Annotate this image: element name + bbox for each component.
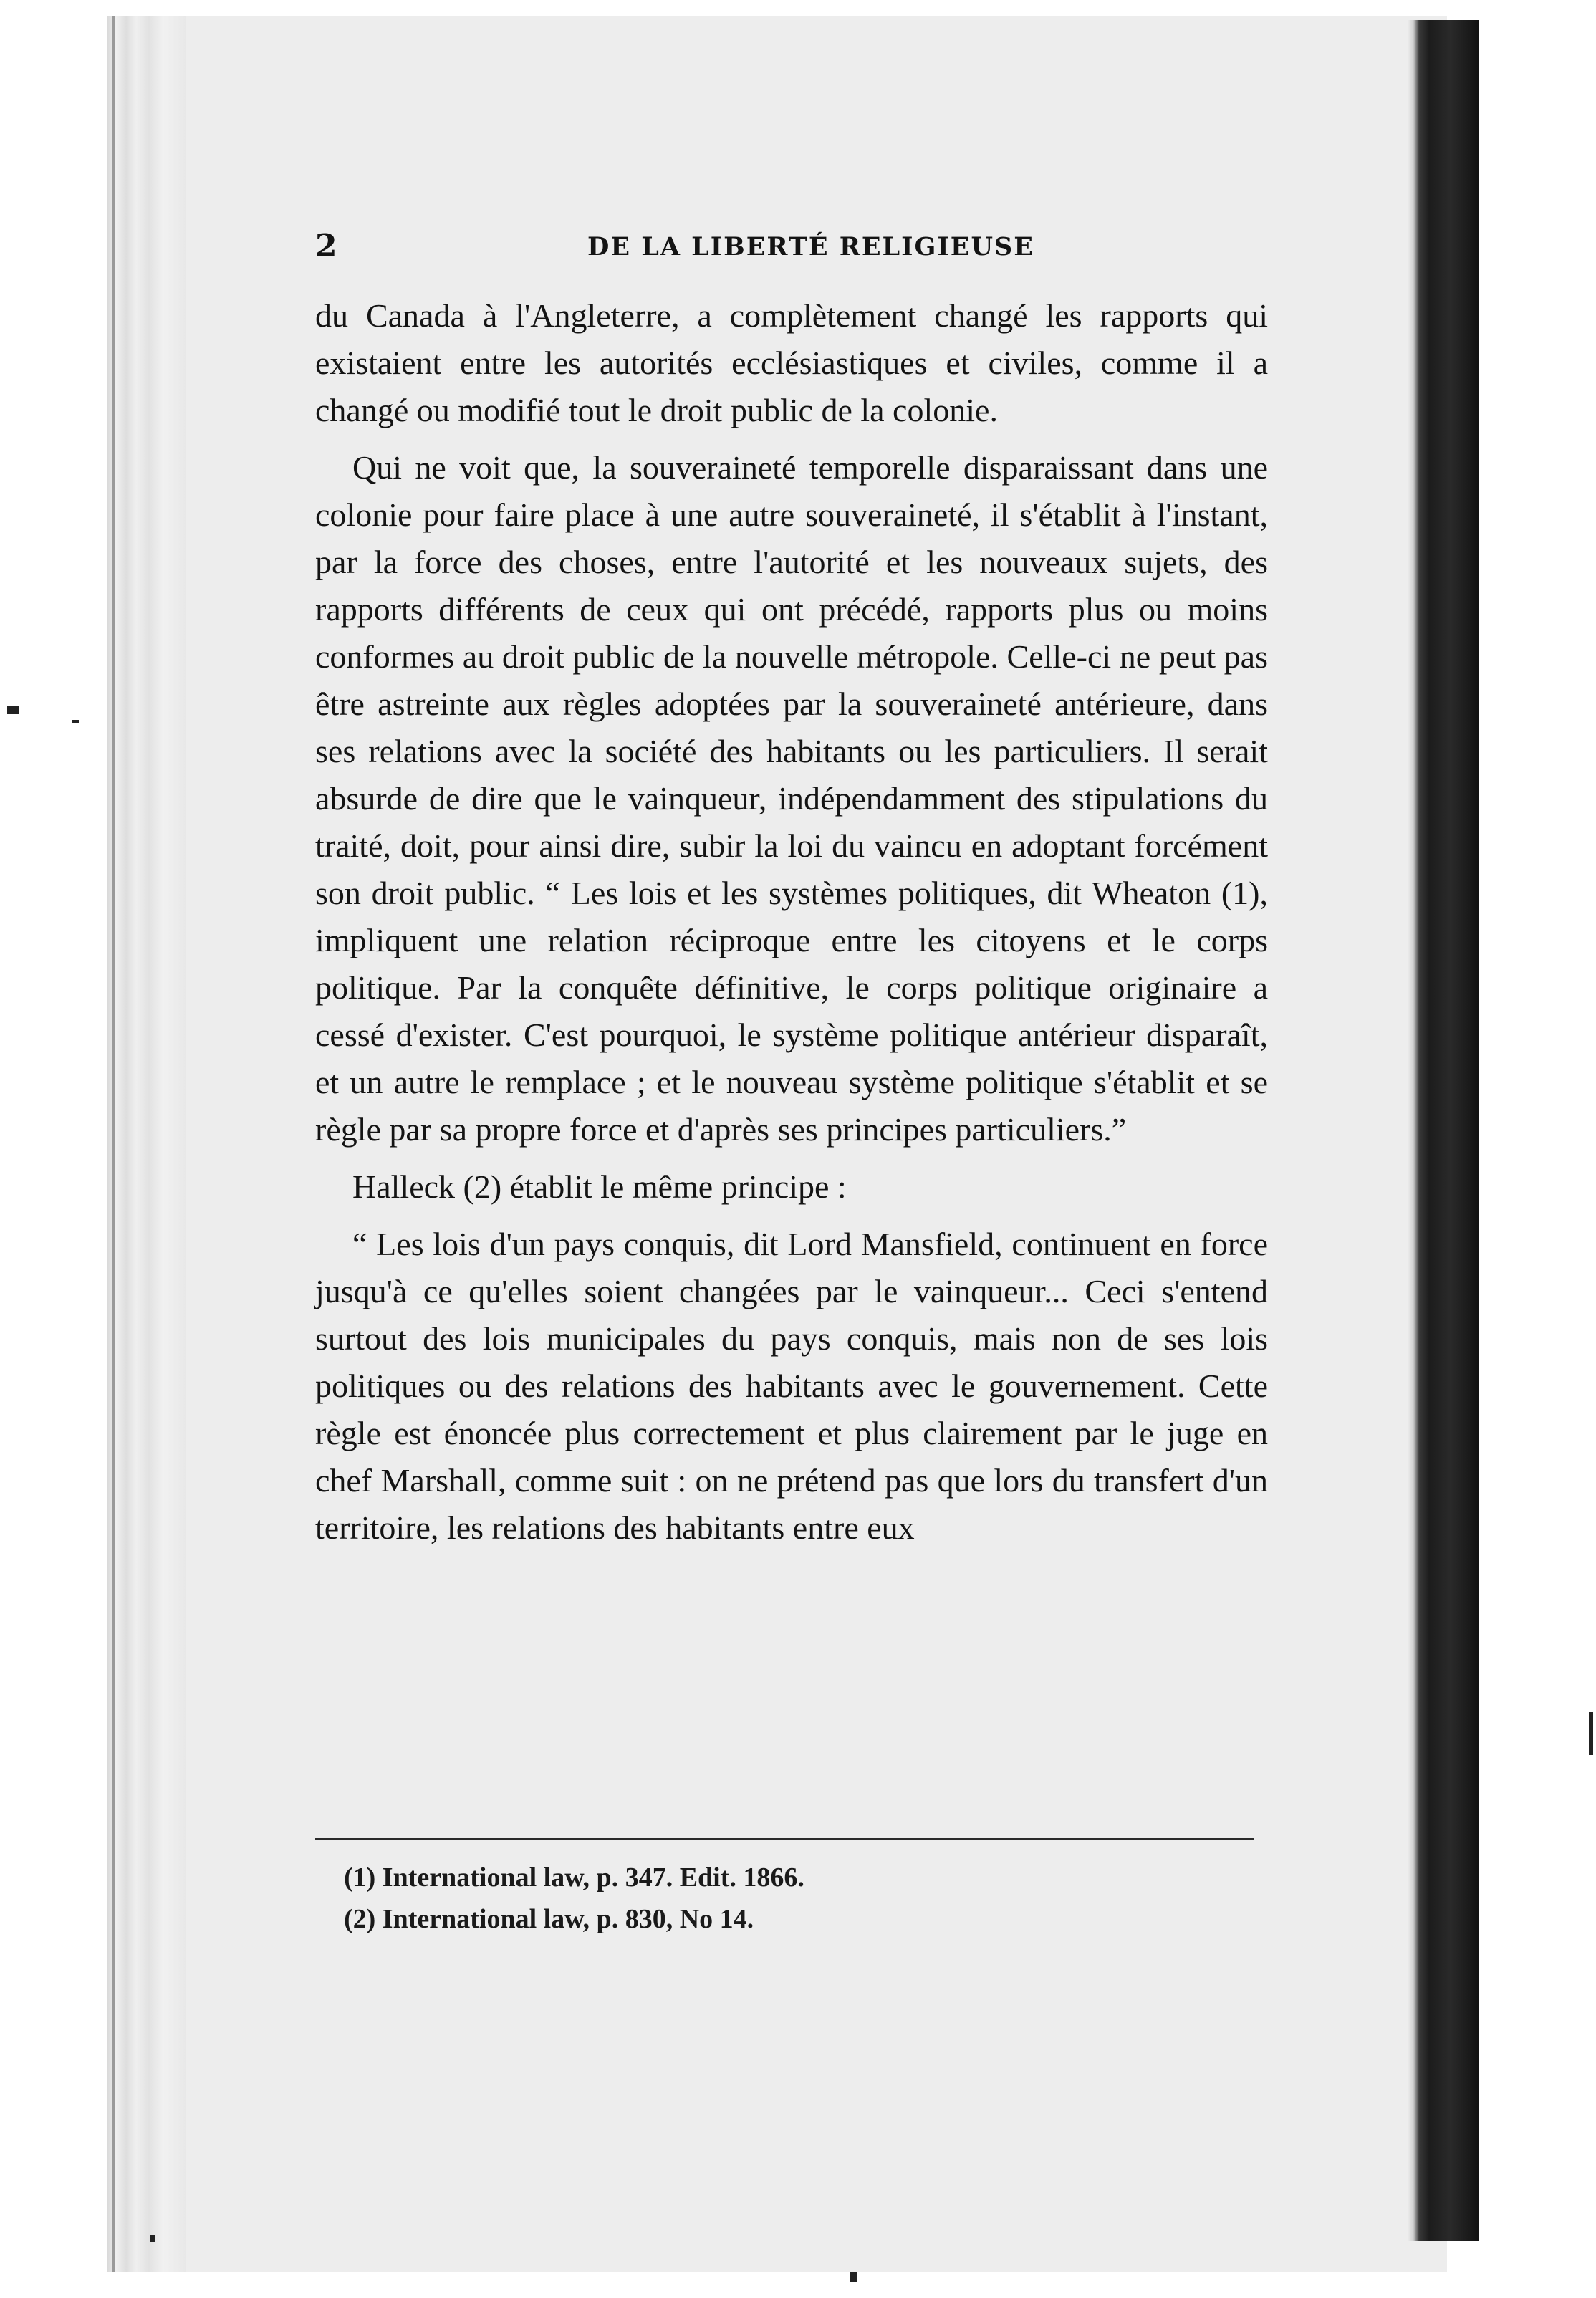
gutter-edge-line xyxy=(112,16,115,2272)
running-title: DE LA LIBERTÉ RELIGIEUSE xyxy=(587,232,1034,261)
footnote-2: (2) International law, p. 830, No 14. xyxy=(344,1904,754,1934)
footnote-1: (1) International law, p. 347. Edit. 1866. xyxy=(344,1862,804,1893)
running-header xyxy=(315,228,1268,271)
scan-speck xyxy=(72,720,79,723)
page-number: 2 xyxy=(315,228,337,264)
scan-speck xyxy=(1589,1712,1593,1755)
page-right-edge-shadow xyxy=(1408,20,1479,2241)
scan-speck xyxy=(150,2235,155,2242)
footnote-rule xyxy=(315,1838,1254,1840)
binding-gutter xyxy=(107,16,186,2272)
paragraph-mansfield-quote: “ Les lois d'un pays conquis, dit Lord Mansfield, continuent en force jusqu'à ce qu'elles soient changées par le vainqueur... Ceci s'entend surtout des lois municipales du pays conquis, mais non de ses lois politiques ou des relations des habitants avec le gouvernement. Cette règle est énoncée plus correctement et plus clairement par le juge en chef Marshall, comme suit : on ne prétend pas que lors du transfert d'un territoire, les relations des habitants entre eux xyxy=(315,1226,1268,1546)
footnotes xyxy=(344,1857,1203,1940)
paragraph-continuation: du Canada à l'Angleterre, a complètement changé les rapports qui existaient entre les autorités ecclésiastiques et civiles, comme il a changé ou modifié tout le droit public de la colonie. xyxy=(315,297,1268,428)
paragraph-halleck: Halleck (2) établit le même principe : xyxy=(352,1168,847,1205)
paragraph-wheaton: Qui ne voit que, la souveraineté temporelle disparaissant dans une colonie pour faire place à une autre souveraineté, il s'établit à l'instant, par la force des choses, entre l'autorité et les nouveaux sujets, des rapports différents de ceux qui ont précédé, rapports plus ou moins conformes au droit public de la nouvelle métropole. Celle-ci ne peut pas être astreinte aux règles adoptées par la souveraineté antérieure, dans ses relations avec la société des habitants ou les particuliers. Il serait absurde de dire que le vainqueur, indépendamment des stipulations du traité, doit, pour ainsi dire, subir la loi du vaincu en adoptant forcément son droit public. “ Les lois et les systèmes politiques, dit Wheaton (1), impliquent une relation réciproque entre les citoyens et le corps politique. Par la conquête définitive, le corps politique originaire a cessé d'exister. C'est pourquoi, le système politique antérieur disparaît, et un autre le remplace ; et le nouveau système politique s'établit et se règle par sa propre force et d'après ses principes particuliers.” xyxy=(315,449,1268,1148)
scan-speck xyxy=(7,706,19,714)
scan-speck xyxy=(850,2272,857,2282)
margin-paper xyxy=(1479,20,1596,2298)
body-text xyxy=(315,292,1268,1562)
